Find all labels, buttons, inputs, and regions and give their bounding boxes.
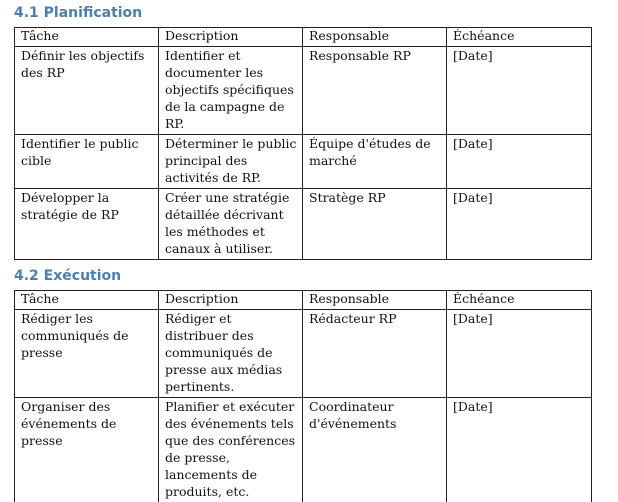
deadline-cell: [Date] [447,398,592,502]
planification-table [14,27,592,260]
column-header-responsible: Responsable [303,291,447,310]
column-header-deadline: Échéance [447,28,592,47]
execution-table [14,290,592,502]
column-header-deadline: Échéance [447,291,592,310]
task-cell: Rédiger les communiqués de presse [15,310,159,398]
column-header-task: Tâche [15,28,159,47]
responsible-cell: Rédacteur RP [303,310,447,398]
task-cell: Définir les objectifs des RP [15,47,159,135]
table-row [15,135,592,189]
task-cell: Organiser des événements de presse [15,398,159,502]
table-header-row [15,28,592,47]
table-row [15,310,592,398]
column-header-description: Description [159,28,303,47]
description-cell: Planifier et exécuter des événements tels que des conférences de presse, lancements de produits, etc. [159,398,303,502]
table-row [15,398,592,502]
table-row [15,47,592,135]
section-title-execution: 4.2 Exécution [14,267,121,285]
description-cell: Rédiger et distribuer des communiqués de presse aux médias pertinents. [159,310,303,398]
section-title-planification: 4.1 Planification [14,4,142,22]
task-cell: Développer la stratégie de RP [15,189,159,260]
column-header-task: Tâche [15,291,159,310]
description-cell: Créer une stratégie détaillée décrivant les méthodes et canaux à utiliser. [159,189,303,260]
description-cell: Identifier et documenter les objectifs spécifiques de la campagne de RP. [159,47,303,135]
responsible-cell: Équipe d'études de marché [303,135,447,189]
description-cell: Déterminer le public principal des activités de RP. [159,135,303,189]
deadline-cell: [Date] [447,135,592,189]
table-row [15,189,592,260]
column-header-description: Description [159,291,303,310]
deadline-cell: [Date] [447,310,592,398]
task-cell: Identifier le public cible [15,135,159,189]
responsible-cell: Responsable RP [303,47,447,135]
column-header-responsible: Responsable [303,28,447,47]
table-header-row [15,291,592,310]
responsible-cell: Stratège RP [303,189,447,260]
deadline-cell: [Date] [447,47,592,135]
responsible-cell: Coordinateur d'événements [303,398,447,502]
deadline-cell: [Date] [447,189,592,260]
